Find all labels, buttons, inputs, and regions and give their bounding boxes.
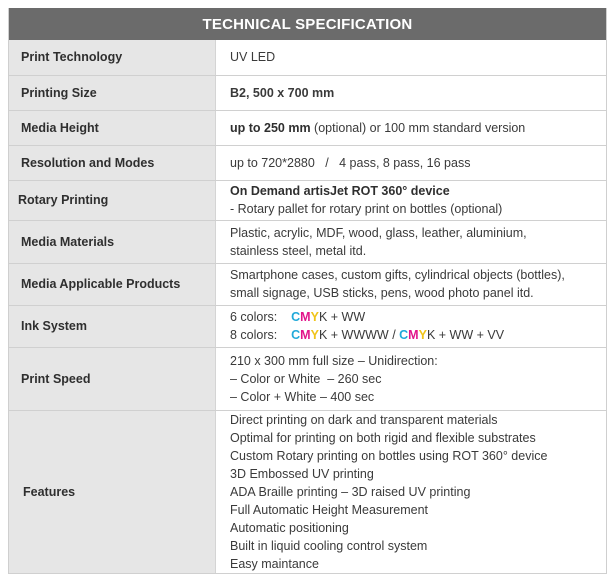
ink-6-suffix: + WW xyxy=(327,310,366,324)
products-line-1: Smartphone cases, custom gifts, cylindrical objects (bottles), xyxy=(230,268,565,282)
row-label-printing-size: Printing Size xyxy=(9,75,216,110)
table-row xyxy=(9,75,606,110)
table-row xyxy=(9,145,606,180)
row-value-media-products xyxy=(216,263,607,305)
feature-item: Optimal for printing on both rigid and flexible substrates xyxy=(230,430,536,445)
row-label-print-technology: Print Technology xyxy=(9,40,216,75)
ink-cyan: C xyxy=(291,310,301,324)
table-row xyxy=(9,180,606,220)
table-row xyxy=(9,40,606,75)
table-row xyxy=(9,110,606,145)
table-row xyxy=(9,263,606,305)
table-row xyxy=(9,305,606,347)
ink-magenta: M xyxy=(300,328,311,342)
row-value-print-speed xyxy=(216,347,607,410)
speed-line-1: 210 x 300 mm full size – Unidirection: xyxy=(230,353,438,368)
ink-yellow: Y xyxy=(310,328,319,342)
row-label-resolution: Resolution and Modes xyxy=(9,145,216,180)
row-label-media-materials: Media Materials xyxy=(9,220,216,263)
ink-8-suffix: + WW + VV xyxy=(435,328,505,342)
ink-cyan: C xyxy=(291,328,301,342)
products-line-2: small signage, USB sticks, pens, wood photo panel itd. xyxy=(230,286,534,300)
ink-8-mid: + WWWW / xyxy=(327,328,400,342)
row-label-ink-system: Ink System xyxy=(9,305,216,347)
ink-yellow: Y xyxy=(310,310,319,324)
speed-line-2: – Color or White – 260 sec xyxy=(230,371,382,386)
materials-line-1: Plastic, acrylic, MDF, wood, glass, leather, aluminium, xyxy=(230,225,527,240)
ink-black: K xyxy=(318,328,328,342)
speed-line-3: – Color + White – 400 sec xyxy=(230,389,375,404)
spec-sheet xyxy=(8,8,607,574)
materials-line-2: stainless steel, metal itd. xyxy=(230,243,367,258)
feature-item: ADA Braille printing – 3D raised UV printing xyxy=(230,484,471,499)
row-label-media-height: Media Height xyxy=(9,110,216,145)
row-value-rotary xyxy=(216,180,607,220)
row-value-media-materials xyxy=(216,220,607,263)
feature-item: Custom Rotary printing on bottles using ROT 360° device xyxy=(230,448,548,463)
row-label-features: Features xyxy=(9,410,216,573)
feature-item: Direct printing on dark and transparent materials xyxy=(230,412,498,427)
feature-item: Automatic positioning xyxy=(230,520,349,535)
table-row xyxy=(9,410,606,573)
spec-title: TECHNICAL SPECIFICATION xyxy=(9,8,606,40)
rotary-line-2: - Rotary pallet for rotary print on bottles (optional) xyxy=(230,202,503,216)
ink-black: K xyxy=(318,310,328,324)
row-value-print-technology: UV LED xyxy=(216,40,607,75)
row-value-resolution: up to 720*2880 / 4 pass, 8 pass, 16 pass xyxy=(216,145,607,180)
row-value-printing-size: B2, 500 x 700 mm xyxy=(216,75,607,110)
feature-item: Easy maintance xyxy=(230,556,319,571)
ink-line-6-colors xyxy=(230,308,606,326)
ink-yellow: Y xyxy=(418,328,427,342)
spec-table xyxy=(9,40,606,574)
ink-line-8-colors xyxy=(230,326,606,344)
ink-magenta: M xyxy=(408,328,419,342)
table-row xyxy=(9,347,606,410)
feature-item: Full Automatic Height Measurement xyxy=(230,502,429,517)
row-value-ink-system xyxy=(216,305,607,347)
ink-magenta: M xyxy=(300,310,311,324)
feature-item: 3D Embossed UV printing xyxy=(230,466,374,481)
row-label-media-products: Media Applicable Products xyxy=(9,263,216,305)
media-height-bold: up to 250 mm xyxy=(230,120,311,135)
feature-item: Built in liquid cooling control system xyxy=(230,538,428,553)
ink-cyan: C xyxy=(399,328,409,342)
row-label-rotary: Rotary Printing xyxy=(9,180,216,220)
row-value-features xyxy=(216,410,607,573)
row-label-print-speed: Print Speed xyxy=(9,347,216,410)
ink-black: K xyxy=(426,328,436,342)
table-row xyxy=(9,220,606,263)
row-value-media-height xyxy=(216,110,607,145)
ink-8-prefix: 8 colors: xyxy=(230,328,292,342)
media-height-rest: (optional) or 100 mm standard version xyxy=(310,120,526,135)
rotary-line-1: On Demand artisJet ROT 360° device xyxy=(230,184,450,198)
ink-6-prefix: 6 colors: xyxy=(230,310,292,324)
